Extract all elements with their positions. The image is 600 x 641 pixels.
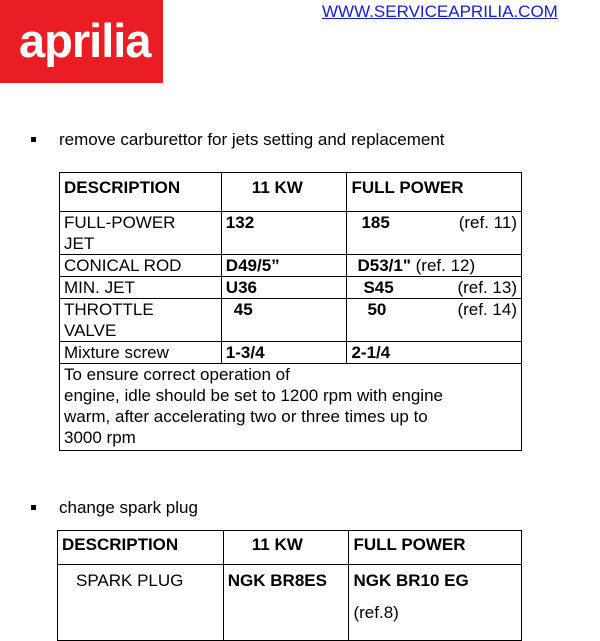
value-full-power [347, 212, 522, 255]
header-11kw: 11 KW [223, 531, 349, 565]
full-value: NGK BR10 EG [353, 571, 469, 590]
full-value: 50 [367, 300, 387, 319]
logo-text: aprilia [19, 14, 151, 67]
ref-note: (ref. 13) [457, 278, 517, 297]
service-url-link[interactable]: WWW.SERVICEAPRILIA.COM [322, 2, 558, 21]
bullet-icon [31, 505, 36, 510]
desc-line: JET [64, 234, 95, 253]
bullet-text: change spark plug [59, 498, 198, 517]
value-11kw: 45 [221, 299, 347, 342]
table-row [60, 299, 522, 342]
header-full-power: FULL POWER [347, 173, 522, 212]
table-row [58, 565, 522, 641]
value-11kw: D49/5” [221, 255, 347, 277]
desc-line: FULL-POWER [64, 213, 176, 232]
desc-line: THROTTLE [64, 300, 154, 319]
value-full-power: 2-1/4 [347, 342, 522, 364]
value-full-power [347, 255, 522, 277]
full-value: 185 [361, 213, 390, 232]
full-value: D53/1" [357, 256, 411, 275]
row-description: CONICAL ROD [60, 255, 222, 277]
table-row [60, 342, 522, 364]
note-line: engine, idle should be set to 1200 rpm with engine [64, 386, 443, 405]
value-11kw: 132 [221, 212, 347, 255]
spark-plug-table [57, 530, 522, 641]
desc-line: VALVE [64, 321, 117, 340]
table-header-row [58, 531, 522, 565]
row-description [60, 299, 222, 342]
value-full-power [347, 299, 522, 342]
header-description: DESCRIPTION [58, 531, 224, 565]
ref-note: (ref. 12) [415, 256, 476, 275]
table-row [60, 255, 522, 277]
table-note-row [60, 364, 522, 451]
note-line: 3000 rpm [64, 428, 136, 447]
note-line: To ensure correct operation of [64, 365, 290, 384]
table-row [60, 277, 522, 299]
ref-note: (ref.8) [353, 603, 399, 622]
header-description: DESCRIPTION [60, 173, 222, 212]
bullet-icon [31, 137, 36, 142]
table-header-row [60, 173, 522, 212]
table-row [60, 212, 522, 255]
bullet-text: remove carburettor for jets setting and replacement [59, 130, 445, 149]
full-value: S45 [363, 278, 394, 297]
note-line: warm, after accelerating two or three times up to [64, 407, 428, 426]
value-full-power [347, 277, 522, 299]
header-11kw: 11 KW [221, 173, 347, 212]
value-11kw: 1-3/4 [221, 342, 347, 364]
aprilia-logo [0, 0, 163, 83]
row-description: Mixture screw [60, 342, 222, 364]
value-11kw: NGK BR8ES [223, 565, 349, 641]
carburettor-jets-table [59, 172, 522, 451]
idle-note [60, 364, 522, 451]
row-description [60, 212, 222, 255]
value-11kw: U36 [221, 277, 347, 299]
header-full-power: FULL POWER [349, 531, 522, 565]
ref-note: (ref. 14) [457, 300, 517, 319]
value-full-power [349, 565, 522, 641]
row-description: SPARK PLUG [58, 565, 224, 641]
row-description: MIN. JET [60, 277, 222, 299]
ref-note: (ref. 11) [458, 213, 517, 232]
